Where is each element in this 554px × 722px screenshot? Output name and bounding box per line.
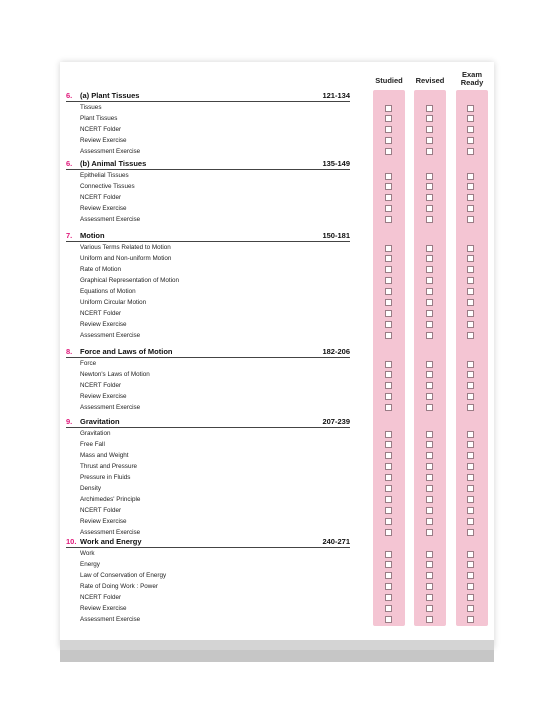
topic-item: NCERT Folder [80, 381, 122, 389]
chapter-number: 6. [66, 159, 73, 168]
topic-item: Connective Tissues [80, 182, 135, 190]
topic-item: Force [80, 360, 97, 367]
exam-ready-checkbox[interactable] [467, 404, 474, 411]
exam-ready-header: Exam Ready [460, 70, 484, 87]
studied-checkbox[interactable] [385, 321, 392, 328]
revised-checkbox[interactable] [426, 105, 433, 112]
revised-checkbox[interactable] [426, 485, 433, 492]
topic-item: Work [80, 550, 95, 557]
revised-checkbox[interactable] [426, 173, 433, 180]
topic-item: Review Exercise [80, 517, 127, 525]
topic-item: Graphical Representation of Motion [80, 276, 180, 284]
exam-ready-checkbox[interactable] [467, 382, 474, 389]
chapter-number: 6. [66, 91, 73, 100]
exam-ready-checkbox[interactable] [467, 507, 474, 514]
revised-checkbox[interactable] [426, 572, 433, 579]
topic-item: Assessment Exercise [80, 615, 141, 623]
topic-item: Assessment Exercise [80, 147, 141, 155]
chapter-number: 10. [66, 537, 77, 546]
exam-ready-checkbox[interactable] [467, 173, 474, 180]
revised-checkbox[interactable] [426, 299, 433, 306]
topic-item: Gravitation [80, 430, 111, 437]
studied-checkbox[interactable] [385, 115, 392, 122]
studied-checkbox[interactable] [385, 507, 392, 514]
revised-checkbox[interactable] [426, 255, 433, 262]
topic-item: Mass and Weight [80, 451, 129, 459]
exam-ready-checkbox[interactable] [467, 105, 474, 112]
revised-checkbox[interactable] [426, 463, 433, 470]
topic-item: NCERT Folder [80, 125, 122, 133]
exam-ready-checkbox[interactable] [467, 371, 474, 378]
revised-checkbox[interactable] [426, 361, 433, 368]
studied-checkbox[interactable] [385, 572, 392, 579]
exam-ready-checkbox[interactable] [467, 572, 474, 579]
studied-header: Studied [375, 76, 403, 85]
chapter-page-range: 150-181 [322, 231, 350, 240]
topic-item: Tissues [80, 104, 102, 111]
revised-checkbox[interactable] [426, 382, 433, 389]
topic-item: Assessment Exercise [80, 331, 141, 339]
revised-checkbox[interactable] [426, 594, 433, 601]
topic-item: Rate of Doing Work : Power [80, 582, 158, 590]
exam-ready-checkbox[interactable] [467, 361, 474, 368]
topic-item: Newton's Laws of Motion [80, 370, 150, 378]
revised-checkbox[interactable] [426, 441, 433, 448]
topic-item: Plant Tissues [80, 114, 118, 122]
revised-checkbox[interactable] [426, 404, 433, 411]
revised-checkbox[interactable] [426, 431, 433, 438]
revised-checkbox[interactable] [426, 605, 433, 612]
studied-checkbox[interactable] [385, 332, 392, 339]
exam-ready-checkbox[interactable] [467, 616, 474, 623]
exam-ready-checkbox[interactable] [467, 431, 474, 438]
exam-ready-checkbox[interactable] [467, 194, 474, 201]
studied-checkbox[interactable] [385, 605, 392, 612]
topic-item: Various Terms Related to Motion [80, 244, 171, 251]
topic-item: NCERT Folder [80, 593, 122, 601]
topic-item: Free Fall [80, 440, 105, 448]
studied-checkbox[interactable] [385, 594, 392, 601]
exam-ready-checkbox[interactable] [467, 255, 474, 262]
revised-checkbox[interactable] [426, 205, 433, 212]
studied-checkbox[interactable] [385, 194, 392, 201]
revised-checkbox[interactable] [426, 216, 433, 223]
exam-ready-checkbox[interactable] [467, 594, 474, 601]
chapter-page-range: 240-271 [322, 537, 350, 546]
studied-checkbox[interactable] [385, 529, 392, 536]
studied-checkbox[interactable] [385, 216, 392, 223]
studied-checkbox[interactable] [385, 361, 392, 368]
revised-checkbox[interactable] [426, 288, 433, 295]
revised-checkbox[interactable] [426, 332, 433, 339]
revised-checkbox[interactable] [426, 507, 433, 514]
exam-ready-checkbox[interactable] [467, 288, 474, 295]
topic-item: Assessment Exercise [80, 403, 141, 411]
chapter-heading [66, 159, 350, 170]
exam-ready-checkbox[interactable] [467, 332, 474, 339]
revised-checkbox[interactable] [426, 194, 433, 201]
revised-checkbox[interactable] [426, 266, 433, 273]
revised-checkbox[interactable] [426, 496, 433, 503]
exam-ready-checkbox[interactable] [467, 452, 474, 459]
exam-ready-checkbox[interactable] [467, 321, 474, 328]
exam-ready-checkbox[interactable] [467, 183, 474, 190]
studied-checkbox[interactable] [385, 288, 392, 295]
revised-checkbox[interactable] [426, 583, 433, 590]
studied-checkbox[interactable] [385, 496, 392, 503]
topic-item: Review Exercise [80, 204, 127, 212]
chapter-heading [66, 347, 350, 358]
studied-checkbox[interactable] [385, 452, 392, 459]
chapter-number: 9. [66, 417, 73, 426]
revised-checkbox[interactable] [426, 126, 433, 133]
chapter-heading [66, 537, 350, 548]
studied-checkbox[interactable] [385, 518, 392, 525]
chapter-page-range: 135-149 [322, 159, 350, 168]
topic-item: Density [80, 484, 101, 492]
exam-ready-checkbox[interactable] [467, 441, 474, 448]
chapter-number: 7. [66, 231, 73, 240]
revised-checkbox[interactable] [426, 137, 433, 144]
studied-checkbox[interactable] [385, 583, 392, 590]
exam-ready-checkbox[interactable] [467, 529, 474, 536]
exam-ready-checkbox[interactable] [467, 126, 474, 133]
chapter-heading [66, 91, 350, 102]
revised-checkbox[interactable] [426, 183, 433, 190]
topic-item: Archimedes' Principle [80, 495, 141, 503]
studied-checkbox[interactable] [385, 205, 392, 212]
revised-checkbox[interactable] [426, 518, 433, 525]
exam-ready-checkbox[interactable] [467, 474, 474, 481]
topic-item: Review Exercise [80, 320, 127, 328]
revised-checkbox[interactable] [426, 277, 433, 284]
exam-ready-checkbox[interactable] [467, 393, 474, 400]
chapter-heading [66, 417, 350, 428]
studied-column [373, 90, 405, 626]
topic-item: Review Exercise [80, 392, 127, 400]
revised-checkbox[interactable] [426, 474, 433, 481]
chapter-title: Force and Laws of Motion [80, 347, 173, 356]
exam-ready-checkbox[interactable] [467, 463, 474, 470]
chapter-page-range: 207-239 [322, 417, 350, 426]
exam-ready-column [456, 90, 488, 626]
topic-item: Uniform and Non-uniform Motion [80, 254, 172, 262]
exam-ready-checkbox[interactable] [467, 266, 474, 273]
chapter-title: Motion [80, 231, 105, 240]
topic-item: NCERT Folder [80, 506, 122, 514]
revised-checkbox[interactable] [426, 616, 433, 623]
topic-item: Uniform Circular Motion [80, 298, 147, 306]
exam-ready-checkbox[interactable] [467, 310, 474, 317]
studied-checkbox[interactable] [385, 137, 392, 144]
exam-ready-checkbox[interactable] [467, 205, 474, 212]
page-bottom-shadow [60, 650, 494, 662]
studied-checkbox[interactable] [385, 126, 392, 133]
studied-checkbox[interactable] [385, 277, 392, 284]
topic-item: Rate of Motion [80, 265, 121, 273]
revised-column [414, 90, 446, 626]
exam-ready-checkbox[interactable] [467, 137, 474, 144]
topic-item: Equations of Motion [80, 287, 136, 295]
revised-header: Revised [415, 76, 445, 85]
exam-ready-checkbox[interactable] [467, 216, 474, 223]
topic-item: Assessment Exercise [80, 528, 141, 536]
revised-checkbox[interactable] [426, 452, 433, 459]
topic-item: Energy [80, 560, 100, 568]
studied-checkbox[interactable] [385, 371, 392, 378]
exam-ready-checkbox[interactable] [467, 245, 474, 252]
studied-checkbox[interactable] [385, 474, 392, 481]
revised-checkbox[interactable] [426, 115, 433, 122]
studied-checkbox[interactable] [385, 299, 392, 306]
studied-checkbox[interactable] [385, 561, 392, 568]
studied-checkbox[interactable] [385, 310, 392, 317]
chapter-title: (a) Plant Tissues [80, 91, 140, 100]
studied-checkbox[interactable] [385, 431, 392, 438]
studied-checkbox[interactable] [385, 463, 392, 470]
studied-checkbox[interactable] [385, 105, 392, 112]
topic-item: NCERT Folder [80, 193, 122, 201]
studied-checkbox[interactable] [385, 245, 392, 252]
exam-ready-checkbox[interactable] [467, 299, 474, 306]
chapter-title: Gravitation [80, 417, 120, 426]
chapter-page-range: 121-134 [322, 91, 350, 100]
exam-ready-checkbox[interactable] [467, 605, 474, 612]
exam-ready-checkbox[interactable] [467, 518, 474, 525]
exam-ready-checkbox[interactable] [467, 583, 474, 590]
exam-ready-checkbox[interactable] [467, 496, 474, 503]
revised-checkbox[interactable] [426, 245, 433, 252]
chapter-page-range: 182-206 [322, 347, 350, 356]
exam-ready-checkbox[interactable] [467, 561, 474, 568]
exam-ready-checkbox[interactable] [467, 148, 474, 155]
topic-item: Law of Conservation of Energy [80, 571, 167, 579]
revised-checkbox[interactable] [426, 393, 433, 400]
studied-checkbox[interactable] [385, 616, 392, 623]
revised-checkbox[interactable] [426, 148, 433, 155]
studied-checkbox[interactable] [385, 382, 392, 389]
chapter-title: (b) Animal Tissues [80, 159, 147, 168]
topic-item: NCERT Folder [80, 309, 122, 317]
studied-checkbox[interactable] [385, 404, 392, 411]
topic-item: Thrust and Pressure [80, 462, 138, 470]
studied-checkbox[interactable] [385, 183, 392, 190]
topic-item: Epithelial Tissues [80, 172, 129, 179]
revised-checkbox[interactable] [426, 529, 433, 536]
exam-ready-checkbox[interactable] [467, 551, 474, 558]
revised-checkbox[interactable] [426, 310, 433, 317]
studied-checkbox[interactable] [385, 485, 392, 492]
revised-checkbox[interactable] [426, 561, 433, 568]
revised-checkbox[interactable] [426, 371, 433, 378]
studied-checkbox[interactable] [385, 266, 392, 273]
chapter-number: 8. [66, 347, 73, 356]
studied-checkbox[interactable] [385, 551, 392, 558]
topic-item: Review Exercise [80, 136, 127, 144]
studied-checkbox[interactable] [385, 393, 392, 400]
studied-checkbox[interactable] [385, 148, 392, 155]
studied-checkbox[interactable] [385, 255, 392, 262]
topic-item: Assessment Exercise [80, 215, 141, 223]
studied-checkbox[interactable] [385, 173, 392, 180]
topic-item: Review Exercise [80, 604, 127, 612]
chapter-title: Work and Energy [80, 537, 142, 546]
exam-ready-checkbox[interactable] [467, 115, 474, 122]
exam-ready-checkbox[interactable] [467, 277, 474, 284]
topic-item: Pressure in Fluids [80, 473, 131, 481]
revised-checkbox[interactable] [426, 551, 433, 558]
studied-checkbox[interactable] [385, 441, 392, 448]
chapter-heading [66, 231, 350, 242]
revised-checkbox[interactable] [426, 321, 433, 328]
exam-ready-checkbox[interactable] [467, 485, 474, 492]
